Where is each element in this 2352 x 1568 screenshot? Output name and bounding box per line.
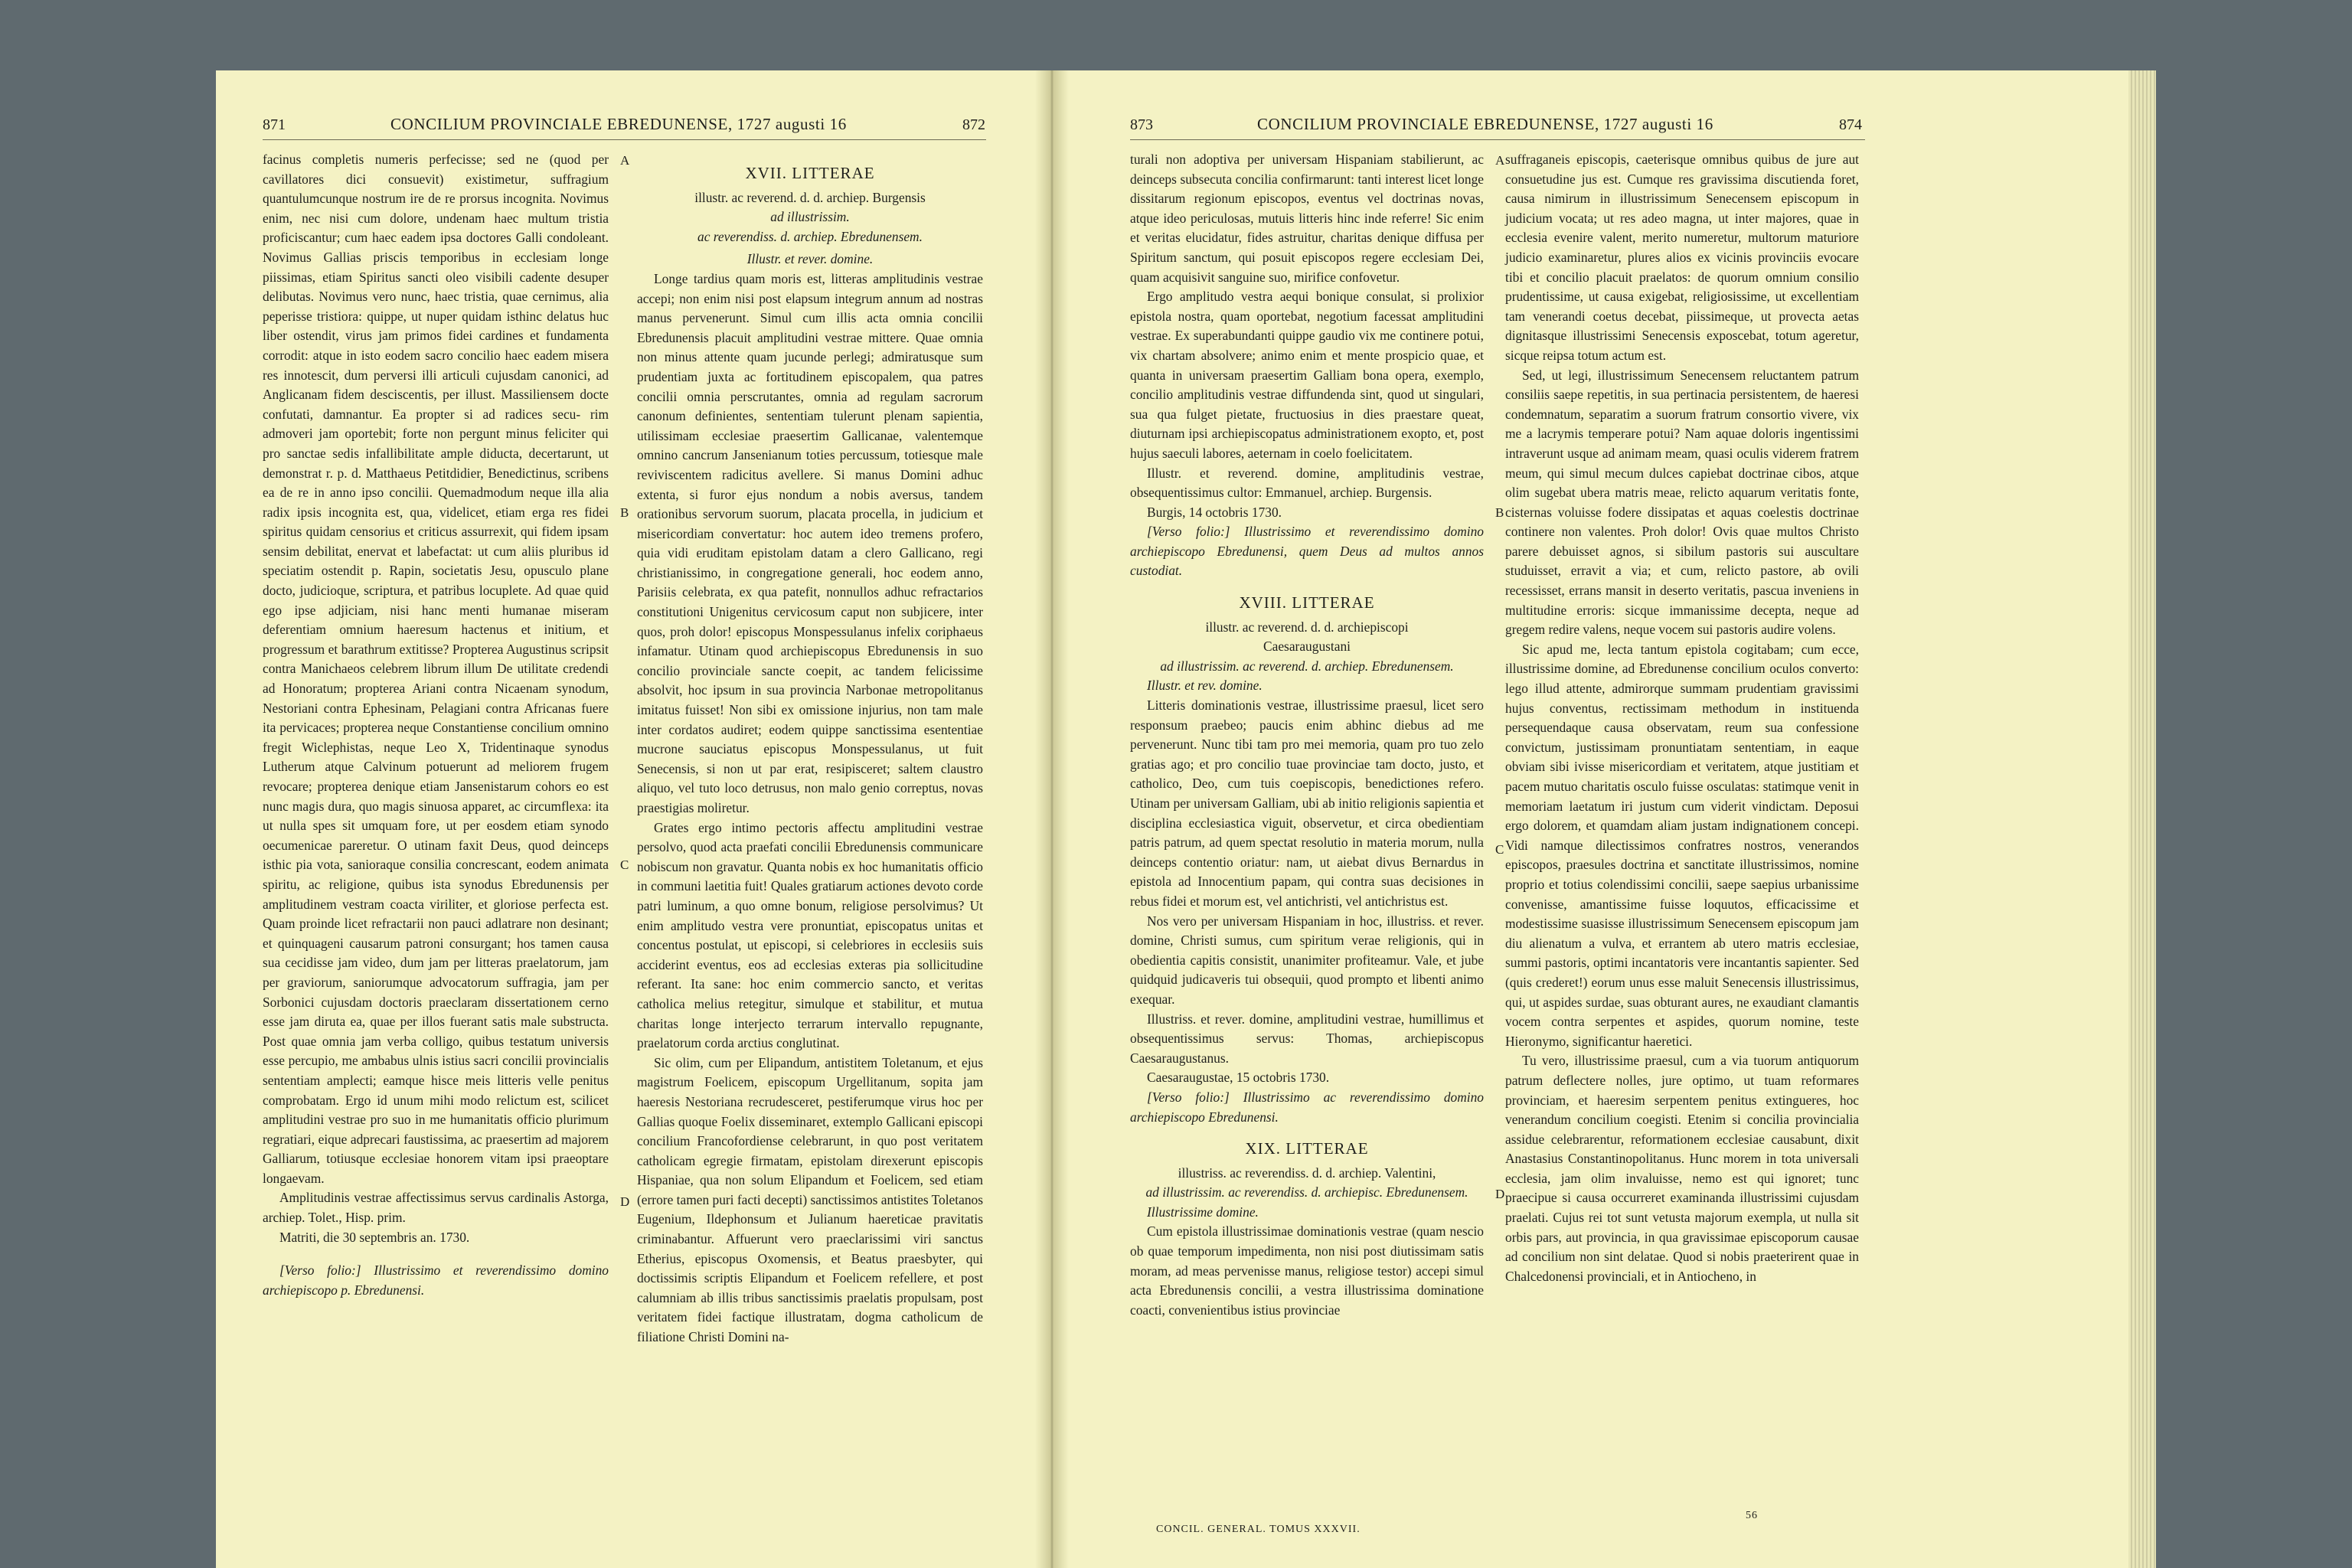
letter-xvii-ad: ad illustrissim. xyxy=(770,209,850,225)
page-number-874: 874 xyxy=(1839,116,1862,133)
margin-letter-c-right: C xyxy=(1495,842,1504,857)
footer-signature-mark: CONCIL. GENERAL. TOMUS XXXVII. xyxy=(1156,1524,1361,1535)
letter-xix-sender: illustriss. ac reverendiss. d. d. archiep. Valentini, xyxy=(1178,1165,1436,1181)
book-gutter xyxy=(1035,70,1069,1568)
header-rule-left xyxy=(263,139,986,140)
col3-paragraph: Ergo amplitudo vestra aequi bonique consulat, si prolixior epistola nostra, quam oportebat, negotium facessat amplitudini vestrae. Ex superabundanti quippe gaudio vix me continere potui, vix chartam absolvere; animo enim et mente prospicio quae, et quanta in universam praesertim Galliam bona opera, exemplo, concilio amplitudinis vestrae diffundenda sint, quod ut singulari, sua qua fulget pietate, fructuosius in dies praestare queat, diuturnam ipsi archiepiscopatus administrationem exopto, et, post hujus saeculi labores, aeternam in coelo foelicitatem. xyxy=(1130,289,1484,461)
running-head-right: CONCILIUM PROVINCIALE EBREDUNENSE, 1727 augusti 16 xyxy=(1257,115,1713,133)
letter-xviii-sender: illustr. ac reverend. d. d. archiepiscopi xyxy=(1205,619,1409,635)
col4-paragraph: Sed, ut legi, illustrissimum Senecensem reluctantem patrum consiliis saepe repetitis, in sua pertinacia persistentem, de haeresi condemnatum, separatim a suorum fratrum consortio vivere, vix me a lacrymis temperare potui? Nam aquae doloris ingentissimi intraverunt usque ad animam meam, quasi oculis viderem fratrem meum, qui simul mecum dulces capiebat doctrinae cibos, atque olim sugebat ubera matris meae, relicto aquarum veritatis fonte, cisternas voluisse fodere dissipatas et aquas coelestis doctrinae continere non valentes. Proh dolor! Ovis quae multos Christo parere debuisset agnos, si sibilum pastoris sui auscultare studuisset, erravit a via; et cum, relicto pastore, ab ovili recessisset, errans mansit in deserto veritatis, pascua inveniens in multitudine erroris: sicque immanissime decepta, neque ad gregem redire valens, neque vocem sui pastoris audire volens. xyxy=(1505,367,1859,638)
col4-paragraph: Sic apud me, lecta tantum epistola cogitabam; cum ecce, illustrissime domine, ad Ebredunense concilium oculos converto: lego illud attente, admirorque summam prudentiam gravissimi hujus conventus, rectissimam methodum in instituenda persequendaque causa observatam, reum sua confessione convictum, justissimam pronuntiatam sententiam, in eaque obviam sibi ivisse misericordiam et veritatem, atque justitiam et pacem mutuo charitatis osculo fuisse osculatas: statimque venit in memoriam laetatum iri justum cum viderit vindictam. Deposui ergo dolorem, et quamdam aliam justam indignationem concepi. Vidi namque dilectissimos confratres nostros, venerandos episcopos, praesules doctrina et sanctitate illustrissimos, nomine proprio et totius colendissimi concilii, saepe saepius urbanissime convenisse, amantissime fuisse loquutos, efficacissime et modestissime suasisse illustrissimum Senecensem episcopum jam diu alienatum a vulva, et errantem ab utero matris ecclesiae, summi pastoris, optimi incantatoris vere incantantis sapienter. Sed (quis crederet!) eorum unus esse maluit Senecensis illustrissimus, qui, ut aspides surdae, suas obturant aures, ne exaudiant clamantis vocem contra serpentes et aspides, quorum nomine, teste Hieronymo, significantur haeretici. xyxy=(1505,641,1859,1049)
column-4 xyxy=(1505,150,1859,1286)
margin-letter-d-left: D xyxy=(620,1194,630,1209)
col3-date: Burgis, 14 octobris 1730. xyxy=(1147,504,1282,520)
column-1 xyxy=(263,150,609,1300)
column-2 xyxy=(637,150,983,1348)
letter-xvii-heading: XVII. LITTERAE xyxy=(745,164,875,182)
header-rule-right xyxy=(1130,139,1865,140)
col3-date: Caesaraugustae, 15 octobris 1730. xyxy=(1147,1070,1330,1086)
margin-letter-b-left: B xyxy=(620,505,629,520)
col3-paragraph: Litteris dominationis vestrae, illustrissime praesul, licet sero responsum praebeo; paucis enim abhinc diebus ad me pervenerunt. Nunc tibi tam pro mei memoria, quam pro tuo zelo gratias ago; et pro concilio tuae provinciae tam docto, justo, et catholico, Deo, cum tuis coepiscopis, benedictiones refero. Utinam per universam Galliam, ubi ab initio religionis sapientia et disciplina ecclesiastica viguit, observetur, et circa obedientiam patris patrum, ad quem spectat resolutio in materia morum, nulla deinceps contentio oriatur: nam, ut aiebat divus Bernardus in epistola ad Innocentium papam, qui contra suas decisiones in rebus fidei et morum est, vel antichristi, vel antichristus est. xyxy=(1130,697,1484,909)
footer-sheet-number: 56 xyxy=(1746,1510,1758,1521)
letter-xviii-recipient: ad illustrissim. ac reverend. d. archiep. Ebredunensem. xyxy=(1160,658,1454,674)
col2-paragraph: Sic olim, cum per Elipandum, antistitem Toletanum, et ejus magistrum Foelicem, episcopum Urgellitanum, sopita jam haeresis Nestoriana recrudesceret, pestiferumque virus hoc per Gallias quoque Foelix disseminaret, extemplo Gallicani episcopi concilium Francofordiense celebrarunt, in quo post veritatem catholicam egregie firmatam, epistolam direxerunt episcopis Hispaniae, qua non solum Elipandum et Foelicem, sed etiam (errore tamen puri facti decepti) sanctissimos antistites Toletanos Eugenium, Ildephonsum et Julianum haereticae pravitatis criminabantur. Affuerunt vero praeclarissimi viri sanctus Etherius, episcopus Oxomensis, et Beatus praesbyter, qui doctissimis scriptis Elipandum et Foelicem refellere, et post calumniam ab illis tribus sanctissimis praelatis propulsam, post veritatem fidei factique illustratam, dogma catholicum de filiatione Christi Domini na- xyxy=(637,1054,983,1345)
col1-date: Matriti, die 30 septembris an. 1730. xyxy=(279,1229,470,1245)
col1-signature: Amplitudinis vestrae affectissimus servus cardinalis Astorga, archiep. Tolet., Hisp. prim. xyxy=(263,1190,609,1226)
page-number-871: 871 xyxy=(263,116,286,133)
letter-xvii-salute: Illustr. et rever. domine. xyxy=(746,251,874,267)
col2-paragraph: Grates ergo intimo pectoris affectu amplitudini vestrae persolvo, quod acta praefati concilii Ebredunensis communicare nobiscum non gravatur. Quanta nobis ex hoc humanitatis officio in communi laetitia fuit! Quales gratiarum actiones devoto corde patri luminum, a quo omne bonum, religiose persolvimus? Ut enim amplitudo vestra vere pronuntiat, episcopatus unitas et concentus postulat, ut episcopi, si celebriores in ecclesiis suis acciderint eventus, eos ad ecclesias exteras pia sollicitudine referant. Ita sane: hoc enim commercio sancto, et veritas catholica melius retegitur, simulque et stabilitur, et mutua charitas longe interjecto terrarum intervallo repugnante, praelatorum corda arctius conglutinat. xyxy=(637,819,983,1051)
margin-letter-d-right: D xyxy=(1495,1187,1505,1201)
margin-letter-a-right: A xyxy=(1495,153,1505,168)
col3-verso: [Verso folio:] Illustrissimo et reverendissimo domino archiepiscopo Ebredunensi, quem Deus ad multos annos custodiat. xyxy=(1130,524,1484,579)
col3-signature: Illustriss. et rever. domine, amplitudini vestrae, humillimus et obsequentissimus servus: Thomas, archiepiscopus Caesaraugustanus. xyxy=(1130,1011,1484,1066)
page-edges xyxy=(2128,70,2156,1568)
column-3 xyxy=(1130,150,1484,1320)
col3-paragraph: Cum epistola illustrissimae dominationis vestrae (quam nescio ob quae temporum impedimenta, non nisi post diutissimam satis moram, ad meas pervenisse manus, religiose testor) accepi simul acta Ebredunensis concilii, a vestra illustrissima dominatione coacti, convenientibus istius provinciae xyxy=(1130,1223,1484,1318)
letter-xix-heading: XIX. LITTERAE xyxy=(1245,1139,1369,1158)
col4-paragraph: Tu vero, illustrissime praesul, cum a via tuorum antiquorum patrum deflectere nolles, jure optimo, ut tuam reformares provinciam, et haeresim serpentem penitus extingueres, hoc venerandum concilium coegisti. Etenim si concilia provincialia assidue celebrarentur, reformationem ecclesiae causabunt, dixit Anastasius Constantinopolitanus. Hunc morem in tota universali ecclesia, jam olim invaluisse, nemo est qui ignoret; tunc praecipue si causa occurreret examinanda illustrissimi cujusdam praelati. Cujus rei tot sunt vetusta majorum exempla, ut nulla sit orbis pars, aut provincia, in qua gravissimae episcoporum causae ad concilium non sint delatae. Quod si nobis praeterirent quae in Chalcedonensi provinciali, et in Antiocheno, in xyxy=(1505,1053,1859,1284)
col2-paragraph: Longe tardius quam moris est, litteras amplitudinis vestrae accepi; non enim nisi post elapsum integrum annum ad nostras manus pervenerunt. Simul cum illis acta omnia concilii Ebredunensis placuit amplitudini vestrae mittere. Quae omnia non minus attente quam jucunde perlegi; admiratusque sum prudentiam juxta ac fortitudinem episcopalem, qua patres concilii omnia perscrutantes, omnia ad regulam sacrorum canonum definientes, sententiam tulerunt plenam sapientia, utilissimam ecclesiae praesertim Gallicanae, valentemque omnino cancrum Jansenianum toties percussum, totiesque male reviviscentem radicitus avellere. Si manus Domini adhuc extenta, si furor ejus nondum a nobis aversus, tandem orationibus servorum suorum, placata procella, in judicium et misericordiam convertatur: hoc autem ideo tremens profero, quia vidi eruditam epistolam datam a clero Gallicano, regi christianissimo, in congregatione generali, hoc eodem anno, Parisiis celebrata, ex qua patefit, nonnullos adhuc refractarios constitutioni Unigenitus cervicosum caput non subjicere, inter quos, proh dolor! episcopus Monspessulanus infelix coriphaeus infamatur. Utinam quod archiepiscopus Ebredunensis in suo concilio provinciale sancte coepit, ac tandem felicissime absolvit, hoc ipsum in sua provincia Narbonae metropolitanus imitatus fuisset! Non sibi ex omissione injurius, non tam male inter cordatos audiret; eodem quippe sanctissima esententiae mucrone sauciatus episcopus Monspessulanus, ut fuit Senecensis, si non ut par erat, resipisceret; saltem claustro aliquo, vel tuto loco detrusus, non malo genio correptus, novas praestigias moliretur. xyxy=(637,270,983,815)
col3-paragraph: Nos vero per universam Hispaniam in hoc, illustriss. et rever. domine, Christi sumus, cum spiritum verae religionis, qui in obedientia capitis consistit, unanimiter profiteamur. Vale, et jube quidquid judicaveris tui obsequii, quod prompto et libenti animo exequar. xyxy=(1130,913,1484,1007)
col3-signature: Illustr. et reverend. domine, amplitudinis vestrae, obsequentissimus cultor: Emmanuel, archiep. Burgensis. xyxy=(1130,465,1484,501)
margin-letter-b-right: B xyxy=(1495,505,1504,520)
margin-letter-a-left: A xyxy=(620,153,630,168)
col1-paragraph: facinus completis numeris perfecisse; sed ne (quod per cavillatores dici consuevit) existimetur, suffragium quantulumcunque nostrum ire de re prorsus incognita. Novimus enim, nec nisi cum dolore, undenam haec multum tristia proficiscantur; cum haec eadem ipsa doctores Galli condoleant. Novimus Gallias priscis temporibus in ecclesiam longe piissimas, etiam Spiritus sancti oleo visibili cadente desuper delibutas. Novimus vero nunc, haec tristia, quae cernimus, alia peperisse tristiora: quippe, ut nuper quidam isthinc delatus huc liber ostendit, virus jam primos fidei cardines et fundamenta corrodit: atque in isto eodem sacro concilio haec eadem misera res innotescit, dum perversi illi articuli cujusdam canonici, ad Anglicanam fidem desciscentis, per illust. Massiliensem docte confutati, damnantur. Ea propter si ad radices secu- rim admoveri jam oportebit; forte non pergunt minus feliciter qui pro sanctae sedis infallibilitate ample diducta, decertarunt, ut demonstrat r. p. d. Matthaeus Petitdidier, Benedictinus, scribens ea de re in anno ipso concilii. Quemadmodum neque illa alia radix ipsis incognita est, qua, videlicet, etiam erga res fidei spiritus quidam censorius et criticus assurrexit, qui fidem ipsam sensim debilitat, enervat et labefactat: ut cum aliis pluribus id speciatim ostendit p. Rapin, societatis Jesu, opusculo plane docto, judicioque, scriptura, et patribus locuplete. Ad quae quid ego ipse adjiciam, nisi hanc menti humanae miseram deferentiam omnium haeresum hactenus et initium, et progressum et barathrum extitisse? Propterea Augustinus scripsit contra Manichaeos celebrem librum illum De utilitate credendi ad Honoratum; propterea Ariani contra Nicaenam synodum, Nestoriani contra Ephesinam, Pelagiani contra Africanas fuere ita pervicaces; propterea neque Constantiense concilium omnino fregit Wiclephistas, neque Leo X, Tridentinaque synodus Lutherum atque Calvinum potuerunt ad meliorem frugem revocare; propterea denique etiam Jansenistarum cohors eo est nunc magis dura, quo magis sinuosa apparet, ac circumflexa: ita ut nulla spes sit umquam fore, ut per eosdem etiam synodo oecumenicae pareretur. O utinam faxit Deus, quod deinceps isthic pia vota, sanioraque consilia concrescant, eodem animata spiritu, ac religione, quibus ista synodus Ebredunensis per amplitudinem vestram coacta viriliter, et gloriose perfecta est. Quam proinde licet refractarii non pauci adlatrare non desinant; et quinquageni causarum patroni consurgant; hos tamen causa sua cecidisse jam video, dum jam per litteras praelatorum, jam per graviorum, saniorumque advocatorum suffragia, jam per Sorbonici cujusdam doctoris praeclaram dissertationem cerno esse jam diruta ea, quae per illos fuerant satis male substructa. Post quae omnia jam verba colligo, quibus testatum universis esse percupio, me ambabus ulnis istius sacri concilii provincialis sententiam amplecti; eamque hisce meis litteris velle penitus comprobatam. Ergo id unum mihi modo relictum est, scilicet amplitudini vestrae pro suo in me humanitatis officio plurimum regratiari, eique adprecari faustissima, ac praesertim ad majorem Galliarum, totiusque ecclesiae honorem vitam ipsi praeoptare longaevam. xyxy=(263,152,609,1186)
letter-xix-salute: Illustrissime domine. xyxy=(1147,1204,1259,1220)
page-number-873: 873 xyxy=(1130,116,1153,133)
col1-verso: [Verso folio:] Illustrissimo et reverendissimo domino archiepiscopo p. Ebredunensi. xyxy=(263,1263,609,1298)
col3-paragraph: turali non adoptiva per universam Hispaniam stabilierunt, ac deinceps subsecuta concilia confirmarunt: tanti interest licet longe dissitarum regionum episcopos, eventus vel doctrinas novas, atque ideo periculosas, mutuis litteris hinc inde referre! Sic enim et veritas elucidatur, fides astruitur, charitas denique diffusa per Spiritum sanctum, qui posuit episcopos regere ecclesiam Dei, quam acquisivit sanguine suo, mirifice confovetur. xyxy=(1130,152,1484,285)
running-head-left: CONCILIUM PROVINCIALE EBREDUNENSE, 1727 augusti 16 xyxy=(390,115,847,133)
letter-xviii-sender-see: Caesaraugustani xyxy=(1263,639,1351,655)
margin-letter-c-left: C xyxy=(620,858,629,872)
letter-xviii-heading: XVIII. LITTERAE xyxy=(1239,593,1375,612)
col3-verso: [Verso folio:] Illustrissimo ac reverendissimo domino archiepiscopo Ebredunensi. xyxy=(1130,1089,1484,1125)
page-number-872: 872 xyxy=(962,116,985,133)
letter-xvii-sender: illustr. ac reverend. d. d. archiep. Burgensis xyxy=(694,189,926,205)
letter-xviii-salute: Illustr. et rev. domine. xyxy=(1147,678,1263,694)
letter-xix-recipient: ad illustrissim. ac reverendiss. d. archiepisc. Ebredunensem. xyxy=(1145,1184,1468,1200)
letter-xvii-recipient: ac reverendiss. d. archiep. Ebredunensem. xyxy=(697,228,923,244)
col4-paragraph: suffraganeis episcopis, caeterisque omnibus quibus de jure aut consuetudine jus est. Cumque res gravissima discutienda foret, causa nimirum in illustrissimum Senecensem episcopum in judicium vocata; ut res adeo magna, ut inter majores, quae in ecclesia evenire valent, merito numeretur, multorum maturiore judicio examinaretur, plures alios ex vicinis provinciis evocare tibi et concilio placuit praelatos: de quorum omnium consilio prudentissime, ut causa exigebat, religiosissime, ut excellentiam tam venerandi coetus decebat, piissimeque, ut provecta aetas dignitasque illustrissimi Senecensis exposcebat, totum ageretur, sicque reipsa totum actum est. xyxy=(1505,152,1859,363)
